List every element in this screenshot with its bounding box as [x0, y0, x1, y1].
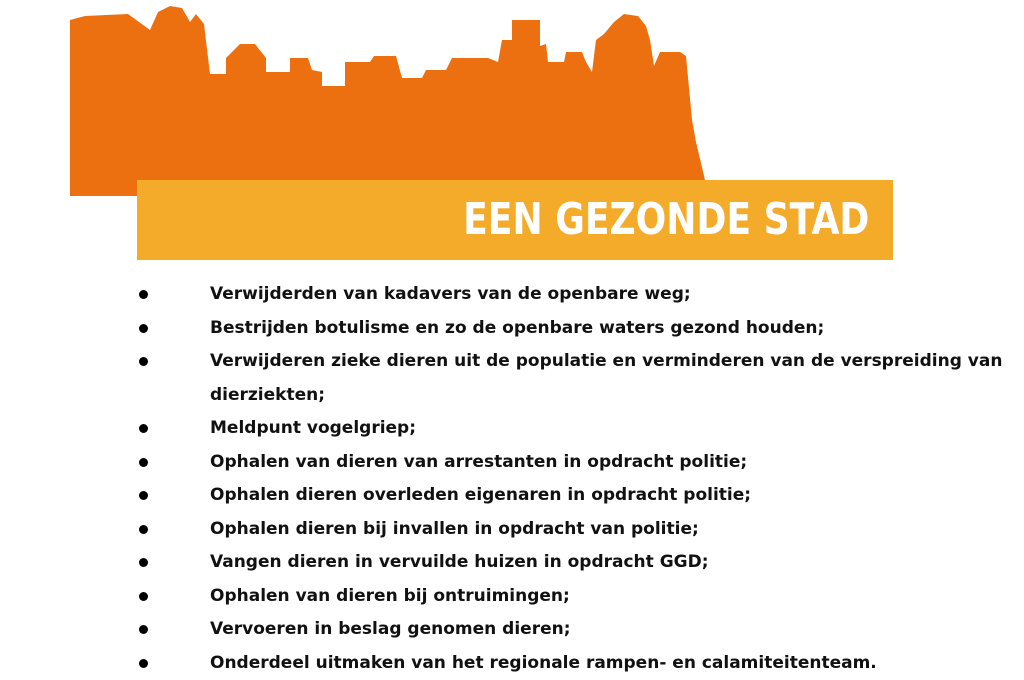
list-item-text: Ophalen dieren overleden eigenaren in opdracht politie; — [210, 485, 751, 505]
list-item-text: Verwijderden van kadavers van de openbare weg; — [210, 284, 691, 304]
bullet-icon — [139, 558, 148, 567]
bullet-icon — [139, 324, 148, 333]
list-item-text: Ophalen dieren bij invallen in opdracht van politie; — [210, 519, 699, 539]
list-item — [0, 613, 1024, 647]
list-item-text: Onderdeel uitmaken van het regionale rampen- en calamiteitenteam. — [210, 653, 877, 673]
list-item-text: Bestrijden botulisme en zo de openbare waters gezond houden; — [210, 318, 824, 338]
list-item-text: Verwijderen zieke dieren uit de populatie en verminderen van de verspreiding van dierziekten; — [210, 351, 1002, 405]
bullet-icon — [139, 491, 148, 500]
list-item — [0, 345, 1024, 412]
list-item-text: Vangen dieren in vervuilde huizen in opdracht GGD; — [210, 552, 709, 572]
bullet-icon — [139, 525, 148, 534]
bullet-icon — [139, 290, 148, 299]
title-band — [137, 180, 893, 260]
bullet-icon — [139, 659, 148, 668]
bullet-icon — [139, 357, 148, 366]
list-item-text: Vervoeren in beslag genomen dieren; — [210, 619, 571, 639]
bullet-icon — [139, 424, 148, 433]
list-item — [0, 546, 1024, 580]
list-item — [0, 647, 1024, 680]
list-item — [0, 312, 1024, 346]
bullet-icon — [139, 625, 148, 634]
list-item — [0, 278, 1024, 312]
list-item — [0, 412, 1024, 446]
page-title: EEN GEZONDE STAD — [463, 194, 869, 246]
task-list — [0, 278, 1024, 680]
list-item — [0, 479, 1024, 513]
list-item — [0, 580, 1024, 614]
bullet-icon — [139, 592, 148, 601]
list-item-text: Ophalen van dieren bij ontruimingen; — [210, 586, 570, 606]
list-item-text: Ophalen van dieren van arrestanten in opdracht politie; — [210, 452, 747, 472]
list-item — [0, 513, 1024, 547]
list-item — [0, 446, 1024, 480]
bullet-icon — [139, 458, 148, 467]
list-item-text: Meldpunt vogelgriep; — [210, 418, 416, 438]
